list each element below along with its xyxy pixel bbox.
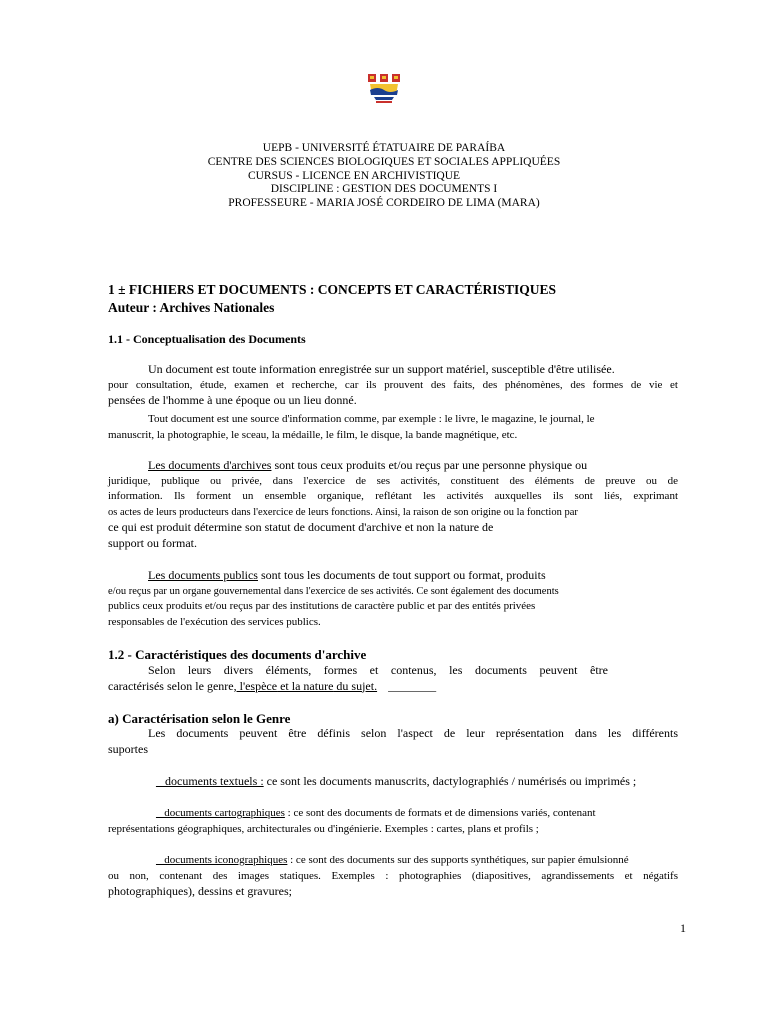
paragraph-public	[108, 568, 678, 630]
term-documents-archives: Les documents d'archives	[148, 458, 272, 472]
term-espece: , l'espèce	[233, 678, 278, 693]
paragraph-line: Un document est toute information enregistrée sur un support matériel, susceptible d'être utilisée.	[148, 362, 615, 376]
paragraph-characteristics	[108, 663, 678, 694]
paragraph-line: Tout document est une source d'information comme, par exemple : le livre, le magazine, le journal, le	[148, 413, 595, 425]
paragraph-line: sont tous les documents de tout support ou format, produits	[257, 568, 546, 582]
section-author: Auteur : Archives Nationales	[108, 300, 275, 315]
term-documents-publics: Les documents publics	[148, 568, 258, 582]
section-title: 1 ± FICHIERS ET DOCUMENTS : CONCEPTS ET CARACTÉRISTIQUES	[108, 282, 557, 297]
paragraph-line: pour consultation, étude, examen et recherche, car ils prouvent des faits, des phénomènes, des formes de vie et	[108, 378, 678, 391]
paragraph-line: pensées de l'homme à une époque ou un lieu donné.	[108, 393, 357, 407]
paragraph-line: responsables de l'exécution des services publics.	[108, 615, 321, 628]
paragraph-line: représentations géographiques, architecturales ou d'ingénierie. Exemples : cartes, plans et profils ;	[108, 822, 539, 835]
paragraph-line: ce sont les documents manuscrits, dactylographiés / numérisés ou imprimés ;	[263, 774, 637, 788]
header-line-cursus: CURSUS - LICENCE EN ARCHIVISTIQUE	[247, 170, 461, 182]
header-line-centre: CENTRE DES SCIENCES BIOLOGIQUES ET SOCIALES APPLIQUÉES	[207, 156, 561, 168]
header-line-professor: PROFESSEURE - MARIA JOSÉ CORDEIRO DE LIMA (MARA)	[228, 197, 540, 209]
term-documents-cartographiques: _ documents cartographiques	[156, 807, 285, 819]
paragraph-line: support ou format.	[108, 535, 197, 550]
paragraph-genre-intro	[108, 726, 678, 757]
paragraph-line: : ce sont des documents de formats et de dimensions variés, contenant	[284, 807, 596, 819]
subsection-title: 1.1 - Conceptualisation des Documents	[108, 332, 306, 346]
blank-line: ________	[388, 678, 437, 693]
paragraph-line: juridique, publique ou privée, dans l'exercice de ses activités, constituent des éléments de preuve ou de	[108, 474, 678, 487]
paragraph-line: suportes	[108, 741, 148, 756]
header-line-university: UEPB - UNIVERSITÉ ÉTATUAIRE DE PARAÍBA	[262, 142, 506, 154]
paragraph-line: ce qui est produit détermine son statut de document d'archive et non la nature de	[108, 520, 494, 534]
paragraph-archives	[108, 458, 678, 551]
paragraph-definition	[108, 362, 678, 409]
characteristics-title: 1.2 - Caractéristiques des documents d'archive	[108, 647, 367, 662]
term-documents-iconographiques: _ documents iconographiques	[156, 854, 288, 866]
paragraph-line: publics ceux produits et/ou reçus par des institutions de caractère public et par des entités privées	[108, 600, 536, 612]
term-nature: et la nature	[277, 678, 334, 693]
paragraph-line: information. Ils forment un ensemble organique, reflétant les activités auxquelles ils sont liés, exprimant	[108, 490, 678, 502]
page-number: 1	[680, 921, 686, 935]
paragraph-line: photographiques), dessins et gravures;	[108, 884, 292, 898]
genre-item-iconographiques	[108, 853, 678, 900]
paragraph-line: Les documents peuvent être définis selon l'aspect de leur représentation dans les différents	[148, 726, 678, 740]
paragraph-line: ou non, contenant des images statiques. Exemples : photographies (diapositives, agrandissements et négatifs	[108, 869, 678, 882]
paragraph-line: os actes de leurs producteurs dans l'exercice de leurs fonctions. Ainsi, la raison de son origine ou la fonction par	[108, 506, 578, 518]
university-logo	[364, 73, 404, 105]
genre-item-textuels	[108, 774, 678, 790]
paragraph-line: caractérisés selon le genre	[108, 678, 234, 693]
genre-item-cartographiques	[108, 806, 678, 837]
paragraph-examples	[108, 412, 678, 443]
paragraph-line: e/ou reçus par un organe gouvernemental dans l'exercice de ses activités. Ce sont également des documents	[108, 585, 559, 597]
term-documents-textuels: _ documents textuels :	[156, 774, 264, 788]
term-sujet: du sujet.	[333, 678, 378, 693]
paragraph-line: Selon leurs divers éléments, formes et contenus, les documents peuvent être	[148, 663, 608, 677]
paragraph-line: sont tous ceux produits et/ou reçus par une personne physique ou	[271, 458, 588, 472]
genre-title: a) Caractérisation selon le Genre	[108, 711, 291, 726]
header-line-discipline: DISCIPLINE : GESTION DES DOCUMENTS I	[270, 183, 498, 195]
paragraph-line: manuscrit, la photographie, le sceau, la médaille, le film, le disque, la bande magnétique, etc.	[108, 428, 518, 441]
paragraph-line: : ce sont des documents sur des supports synthétiques, sur papier émulsionné	[287, 854, 629, 866]
